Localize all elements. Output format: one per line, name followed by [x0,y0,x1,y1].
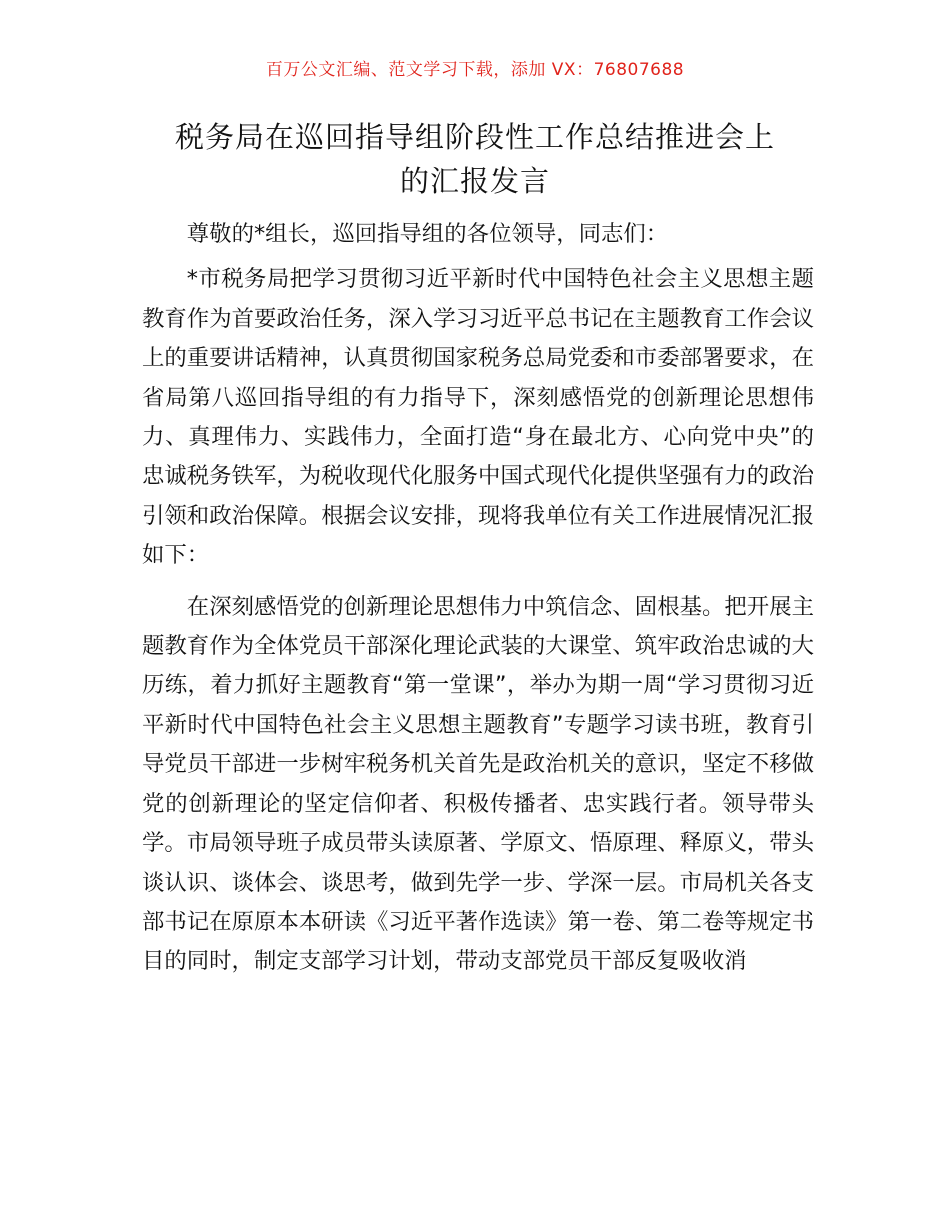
salutation: 尊敬的*组长，巡回指导组的各位领导，同志们： [186,221,669,247]
title-line-2: 的汇报发言 [399,164,550,198]
paragraph-section-1: 在深刻感悟党的创新理论思想伟力中筑信念、固根基。把开展主题教育作为全体党员干部深化理论武装的大课堂、筑牢政治忠诚的大历练，着力抓好主题教育“第一堂课”，举办为期一周“学习贯彻习近平新时代中国特色社会主义思想主题教育”专题学习读书班，教育引导党员干部进一步树牢税务机关首先是政治机关的意识，坚定不移做党的创新理论的坚定信仰者、积极传播者、忠实践行者。领导带头学。市局领导班子成员带头读原著、学原文、悟原理、释原义，带头谈认识、谈体会、谈思考，做到先学一步、学深一层。市局机关各支部书记在原原本本研读《习近平著作选读》第一卷、第二卷等规定书目的同时，制定支部学习计划，带动支部党员干部反复吸收消 [142,593,814,975]
header-watermark-note: 百万公文汇编、范文学习下载，添加 VX：76807688 [265,60,685,80]
title-line-1: 税务局在巡回指导组阶段性工作总结推进会上 [174,120,775,154]
document-title [120,115,830,203]
paragraph-intro: *市税务局把学习贯彻习近平新时代中国特色社会主义思想主题教育作为首要政治任务，深入学习习近平总书记在主题教育工作会议上的重要讲话精神，认真贯彻国家税务总局党委和市委部署要求，在省局第八巡回指导组的有力指导下，深刻感悟党的创新理论思想伟力、真理伟力、实践伟力，全面打造“身在最北方、心向党中央”的忠诚税务铁军，为税收现代化服务中国式现代化提供坚强有力的政治引领和政治保障。根据会议安排，现将我单位有关工作进展情况汇报如下： [142,266,814,569]
document-body [142,215,814,982]
